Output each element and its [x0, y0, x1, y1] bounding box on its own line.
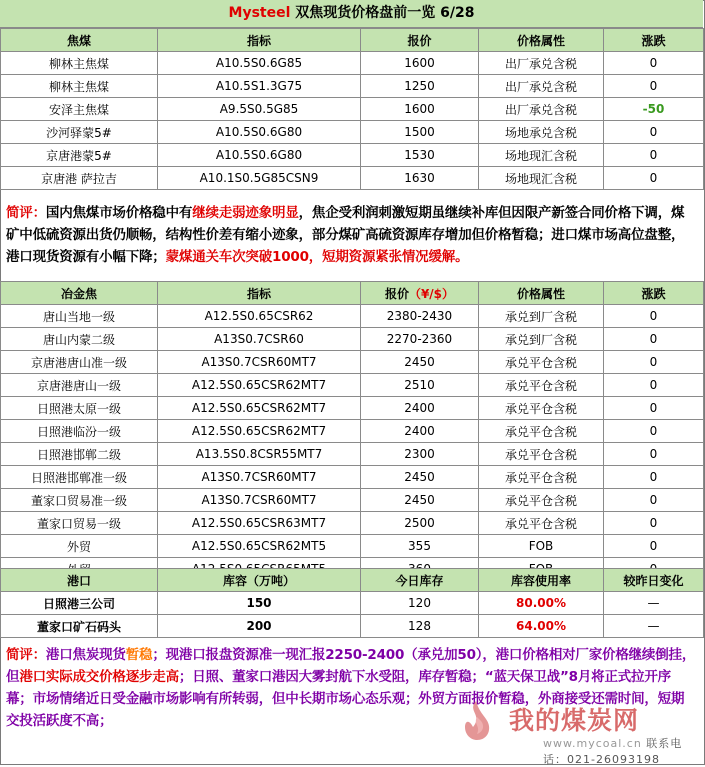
table-cell: 承兑平仓含税	[479, 397, 604, 420]
table-cell: 0	[604, 52, 704, 75]
price-change-cell: -50	[604, 98, 704, 121]
table-cell: 承兑平仓含税	[479, 512, 604, 535]
commentary-text: ，焦企受利润刺激短期虽继续补库但因限产新签合同价格下调，煤矿中低硫资源出货仍顺畅，结构性价差有缩小迹象，部分煤矿高硫资源库存增加但价格暂稳；进口煤市场高位盘整，港口现货资源有小幅下降；	[6, 205, 685, 265]
table-cell: 董家口贸易准一级	[1, 489, 158, 512]
commentary-highlight: 继续走弱迹象明显	[192, 205, 299, 221]
port-inventory-table	[0, 568, 704, 638]
table-cell: A13S0.7CSR60MT7	[158, 351, 361, 374]
table-cell: 2450	[361, 489, 479, 512]
col-header: 报价	[361, 29, 479, 52]
table-cell: 唐山内蒙二级	[1, 328, 158, 351]
col-header: 库容使用率	[479, 569, 604, 592]
table-cell: 场地承兑含税	[479, 121, 604, 144]
table-cell: 2450	[361, 351, 479, 374]
table-cell: 承兑平仓含税	[479, 489, 604, 512]
table-row	[1, 351, 704, 374]
col-header: 价格属性	[479, 282, 604, 305]
table-cell: 355	[361, 535, 479, 558]
table-cell: 0	[604, 121, 704, 144]
table-cell: A10.5S0.6G80	[158, 144, 361, 167]
table-cell: 承兑到厂含税	[479, 305, 604, 328]
table-cell: 沙河驿蒙5#	[1, 121, 158, 144]
table-row	[1, 98, 704, 121]
table-cell: A13S0.7CSR60MT7	[158, 466, 361, 489]
table-cell: 0	[604, 374, 704, 397]
commentary-highlight: 蒙煤通关车次突破1000，短期资源紧张情况缓解。	[165, 249, 469, 265]
table-cell: 2400	[361, 397, 479, 420]
table-row	[1, 466, 704, 489]
table-cell: 2400	[361, 420, 479, 443]
table-cell: 京唐港唐山一级	[1, 374, 158, 397]
table-cell: 柳林主焦煤	[1, 52, 158, 75]
table-row	[1, 75, 704, 98]
table-row	[1, 615, 704, 638]
table-row	[1, 397, 704, 420]
table-cell: 安泽主焦煤	[1, 98, 158, 121]
usage-rate-cell: 80.00%	[479, 592, 604, 615]
table-cell: 承兑到厂含税	[479, 328, 604, 351]
table-cell: A12.5S0.65CSR62MT7	[158, 397, 361, 420]
table-cell: 0	[604, 535, 704, 558]
table-cell: 0	[604, 351, 704, 374]
table-cell: 出厂承兑含税	[479, 75, 604, 98]
col-header: 港口	[1, 569, 158, 592]
report-title	[0, 0, 703, 28]
table-cell: A12.5S0.65CSR63MT7	[158, 512, 361, 535]
coal-site-watermark	[453, 695, 683, 766]
commentary-text: ；现港口报盘资源准一现汇报2250-2400（承兑加50），港口价格相对厂家价格继续倒挂，但	[6, 647, 696, 685]
col-header: 冶金焦	[1, 282, 158, 305]
table-cell: 2300	[361, 443, 479, 466]
table-cell: 0	[604, 512, 704, 535]
table-cell: 1600	[361, 98, 479, 121]
col-header: 库容（万吨）	[158, 569, 361, 592]
metallurgical-coke-table	[0, 281, 704, 581]
table-cell: 承兑平仓含税	[479, 374, 604, 397]
table-cell: 日照港三公司	[1, 592, 158, 615]
commentary-label: 简评：	[6, 205, 46, 221]
table-cell: 日照港邯郸二级	[1, 443, 158, 466]
table-cell: 场地现汇含税	[479, 144, 604, 167]
watermark-url-text: www.mycoal.cn	[543, 737, 642, 750]
table-cell: 董家口矿石码头	[1, 615, 158, 638]
table-cell: 2510	[361, 374, 479, 397]
table-cell: 0	[604, 489, 704, 512]
table-row	[1, 328, 704, 351]
table-cell: 0	[604, 328, 704, 351]
table-cell: 京唐港唐山准一级	[1, 351, 158, 374]
table-cell: 0	[604, 397, 704, 420]
table-cell: A10.5S0.6G85	[158, 52, 361, 75]
table-cell: A13S0.7CSR60MT7	[158, 489, 361, 512]
col-header: 今日库存	[361, 569, 479, 592]
coking-coal-table	[0, 28, 704, 190]
table-cell: 场地现汇含税	[479, 167, 604, 190]
col-header: 涨跌	[604, 282, 704, 305]
table-cell: A13.5S0.8CSR55MT7	[158, 443, 361, 466]
table-row	[1, 305, 704, 328]
table-row	[1, 167, 704, 190]
table-cell: A12.5S0.65CSR62MT5	[158, 535, 361, 558]
table-cell: 1500	[361, 121, 479, 144]
table-cell: 1530	[361, 144, 479, 167]
table-cell: 京唐港 萨拉吉	[1, 167, 158, 190]
watermark-text: 我的煤炭网	[509, 706, 640, 735]
table-cell: 京唐港蒙5#	[1, 144, 158, 167]
table-row	[1, 420, 704, 443]
table-cell: 外贸	[1, 535, 158, 558]
commentary-text: 港口焦炭现货	[45, 647, 126, 663]
table-cell: A12.5S0.65CSR62MT7	[158, 374, 361, 397]
col-header	[361, 282, 479, 305]
commentary-highlight: 暂稳	[125, 647, 153, 663]
table-cell: 2270-2360	[361, 328, 479, 351]
title-date: 6/28	[440, 5, 475, 21]
table-cell: 1250	[361, 75, 479, 98]
table-cell: A9.5S0.5G85	[158, 98, 361, 121]
table-cell: 0	[604, 420, 704, 443]
table-cell: 出厂承兑含税	[479, 52, 604, 75]
usage-rate-cell: 64.00%	[479, 615, 604, 638]
table-cell: 2380-2430	[361, 305, 479, 328]
commentary-highlight: 港口实际成交价格逐步走高	[19, 669, 179, 685]
table-header	[1, 29, 704, 52]
table-cell: 0	[604, 75, 704, 98]
table-cell: 120	[361, 592, 479, 615]
table-cell: 128	[361, 615, 479, 638]
table-row	[1, 592, 704, 615]
table-cell: 出厂承兑含税	[479, 98, 604, 121]
table-cell: A10.5S1.3G75	[158, 75, 361, 98]
table-cell: —	[604, 592, 704, 615]
col-header: 指标	[158, 282, 361, 305]
table-cell: A10.1S0.5G85CSN9	[158, 167, 361, 190]
coal-commentary	[0, 202, 703, 268]
table-cell: 承兑平仓含税	[479, 443, 604, 466]
table-cell: A13S0.7CSR60	[158, 328, 361, 351]
table-cell: 承兑平仓含税	[479, 351, 604, 374]
table-row	[1, 443, 704, 466]
table-cell: 承兑平仓含税	[479, 420, 604, 443]
table-cell: FOB	[479, 535, 604, 558]
title-text: 双焦现货价格盘前一览	[290, 5, 441, 21]
table-header	[1, 569, 704, 592]
table-cell: 0	[604, 443, 704, 466]
table-cell: 150	[158, 592, 361, 615]
table-cell: 0	[604, 144, 704, 167]
col-header: 较昨日变化	[604, 569, 704, 592]
table-cell: 0	[604, 466, 704, 489]
watermark-url	[543, 735, 683, 767]
table-header	[1, 282, 704, 305]
table-cell: 柳林主焦煤	[1, 75, 158, 98]
table-cell: 日照港临汾一级	[1, 420, 158, 443]
col-header: 指标	[158, 29, 361, 52]
table-cell: 承兑平仓含税	[479, 466, 604, 489]
table-cell: —	[604, 615, 704, 638]
table-cell: 2500	[361, 512, 479, 535]
table-cell: 0	[604, 305, 704, 328]
table-cell: 唐山当地一级	[1, 305, 158, 328]
table-row	[1, 512, 704, 535]
flame-logo-icon	[453, 697, 499, 743]
commentary-text: ；日照、董家口港因大雾封航下水受阻，库存暂稳；“蓝天保卫战”8月将正式拉开序幕；市场情绪近日受金融市场影响有所转弱，但中长期市场心态乐观；外贸方面报价暂稳，外商接受还需时间，短期交投活跃度不高；	[6, 669, 685, 729]
table-row	[1, 489, 704, 512]
col-header: 涨跌	[604, 29, 704, 52]
table-cell: A10.5S0.6G80	[158, 121, 361, 144]
table-cell: 日照港太原一级	[1, 397, 158, 420]
commentary-label: 简评：	[6, 647, 46, 663]
table-cell: A12.5S0.65CSR62	[158, 305, 361, 328]
table-row	[1, 144, 704, 167]
table-row	[1, 52, 704, 75]
brand-name: Mysteel	[228, 5, 291, 21]
table-row	[1, 121, 704, 144]
table-cell: A12.5S0.65CSR62MT7	[158, 420, 361, 443]
table-cell: 200	[158, 615, 361, 638]
table-cell: 日照港邯郸准一级	[1, 466, 158, 489]
table-cell: 1630	[361, 167, 479, 190]
price-header-label: 报价（¥/$）	[384, 286, 455, 301]
commentary-text: 国内焦煤市场价格稳中有	[45, 205, 193, 221]
table-row	[1, 535, 704, 558]
col-header: 价格属性	[479, 29, 604, 52]
table-row	[1, 374, 704, 397]
table-cell: 董家口贸易一级	[1, 512, 158, 535]
table-cell: 1600	[361, 52, 479, 75]
col-header: 焦煤	[1, 29, 158, 52]
table-cell: 0	[604, 167, 704, 190]
table-cell: 2450	[361, 466, 479, 489]
contact-phone: 联系电话：021-26093198	[543, 737, 683, 766]
